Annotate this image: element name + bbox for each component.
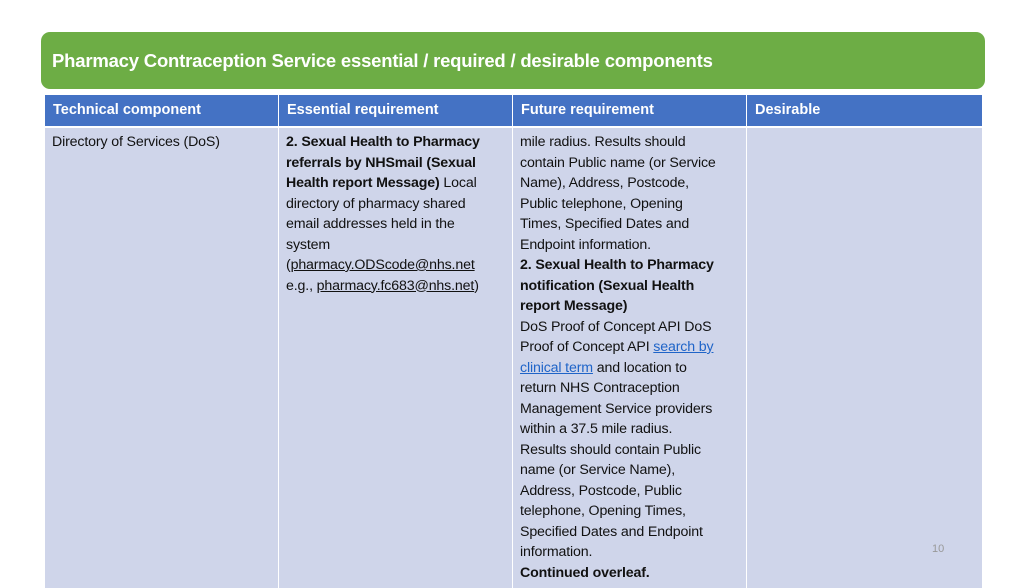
cell-essential-requirement — [279, 128, 512, 588]
future-text: contain Public name (or Service — [520, 154, 716, 171]
future-text: mile radius. Results should — [520, 134, 686, 150]
future-text: name (or Service Name), — [520, 462, 676, 478]
search-by-clinical-term-link[interactable]: search by — [653, 339, 714, 355]
future-heading: report Message) — [520, 298, 628, 314]
technical-text: Directory of Services (DoS) — [52, 134, 220, 150]
future-text: return NHS Contraception — [520, 380, 680, 396]
future-text: Proof of Concept API — [520, 339, 654, 355]
header-desirable: Desirable — [747, 95, 982, 126]
future-text: and location to — [592, 359, 687, 376]
continued-overleaf: Continued overleaf. — [520, 564, 650, 581]
future-text: Name), Address, Postcode, — [520, 175, 689, 191]
cell-desirable — [747, 128, 982, 588]
future-text: telephone, Opening Times, — [520, 503, 686, 519]
essential-text: system — [286, 236, 331, 253]
cell-future-requirement — [513, 128, 746, 588]
future-heading: 2. Sexual Health to Pharmacy — [520, 257, 714, 273]
search-by-clinical-term-link[interactable]: clinical term — [520, 359, 593, 376]
paren: ( — [286, 257, 291, 273]
future-text: information. — [520, 544, 593, 560]
cell-technical-component — [45, 128, 278, 588]
header-essential-requirement: Essential requirement — [279, 95, 512, 126]
essential-text: email addresses held in the — [286, 216, 455, 232]
future-text: Public telephone, Opening — [520, 195, 683, 212]
future-text: Results should contain Public — [520, 441, 701, 458]
slide-title: Pharmacy Contraception Service essential / required / desirable components — [41, 32, 985, 89]
future-text: Management Service providers — [520, 400, 713, 417]
page-number: 10 — [932, 543, 945, 555]
future-text: Specified Dates and Endpoint — [520, 523, 703, 540]
future-heading: notification (Sexual Health — [520, 277, 695, 294]
future-text: DoS Proof of Concept API DoS — [520, 318, 712, 335]
eg-text: e.g., — [286, 277, 317, 294]
header-future-requirement: Future requirement — [513, 95, 746, 126]
essential-heading: Health report Message) — [286, 175, 440, 191]
essential-heading: referrals by NHSmail (Sexual — [286, 154, 476, 171]
essential-heading: 2. Sexual Health to Pharmacy — [286, 134, 480, 150]
email-link-example[interactable]: pharmacy.fc683@nhs.net — [316, 277, 475, 294]
future-text: Address, Postcode, Public — [520, 482, 682, 499]
future-text: Times, Specified Dates and — [520, 216, 690, 232]
essential-text: Local — [439, 175, 477, 191]
essential-text: directory of pharmacy shared — [286, 195, 466, 212]
future-text: within a 37.5 mile radius. — [520, 421, 673, 437]
paren: ) — [474, 277, 479, 294]
email-link-odscode[interactable]: pharmacy.ODScode@nhs.net — [290, 257, 475, 273]
header-technical-component: Technical component — [45, 95, 278, 126]
future-text: Endpoint information. — [520, 236, 651, 253]
